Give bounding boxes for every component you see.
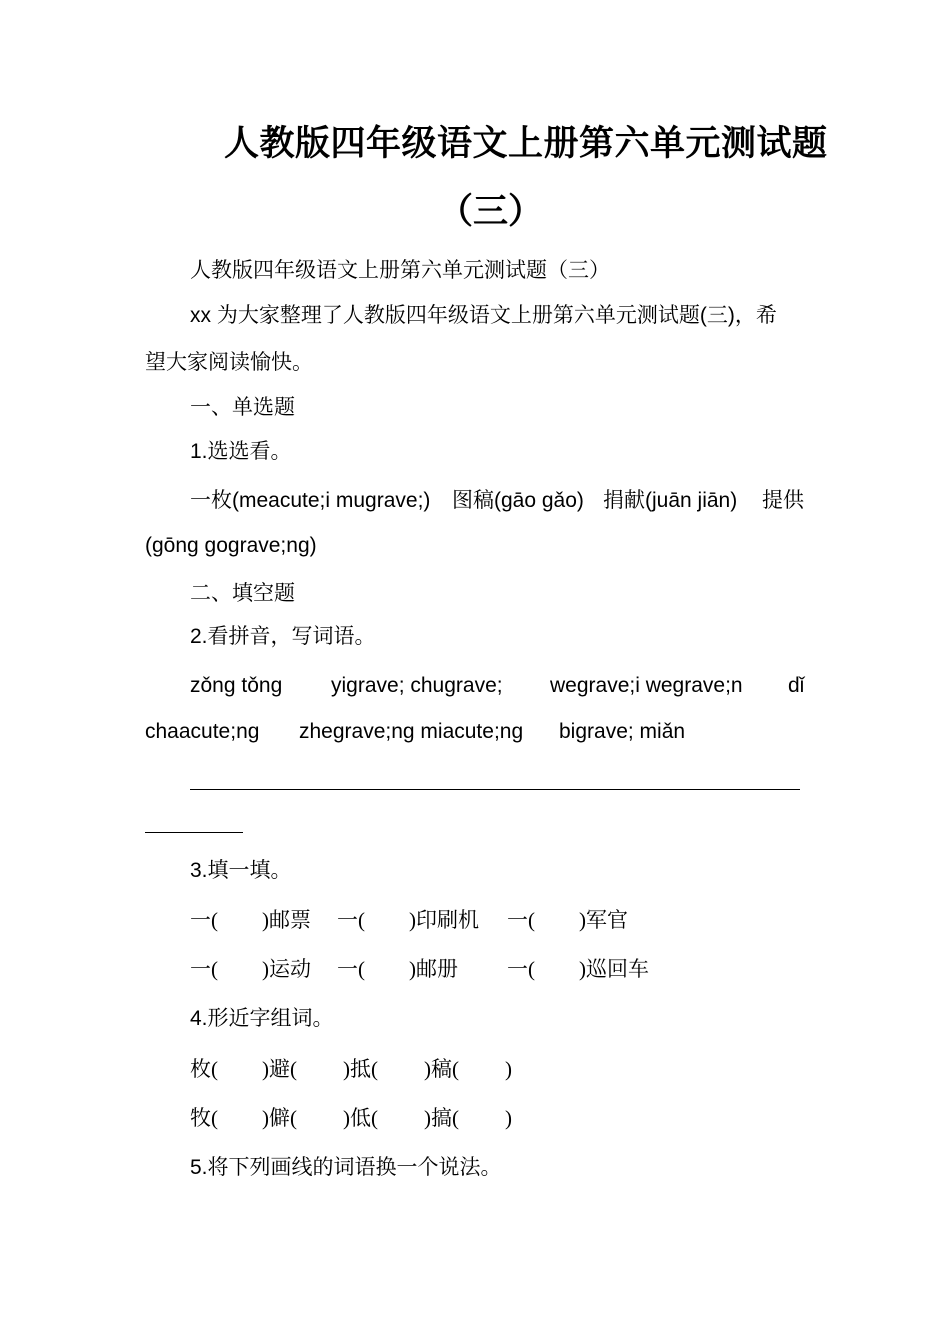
question-5-prompt: 5.将下列画线的词语换一个说法。 bbox=[190, 1156, 502, 1179]
question-1-prompt: 1.选选看。 bbox=[190, 440, 292, 463]
q4-close-2: ) bbox=[505, 1106, 512, 1130]
q3-item-4-word: )运动 bbox=[262, 957, 311, 981]
q1-option-3: 捐献(juān jiān) bbox=[603, 489, 738, 512]
q2-pinyin-7: bigrave; miǎn bbox=[559, 720, 686, 743]
intro-line-2: 望大家阅读愉快。 bbox=[145, 350, 313, 374]
q3-item-5-word: )邮册 bbox=[409, 957, 458, 981]
subtitle: 人教版四年级语文上册第六单元测试题（三） bbox=[190, 258, 610, 282]
q4-char-1: 枚( bbox=[190, 1057, 218, 1081]
intro-line-1 bbox=[190, 300, 777, 331]
q4-char-7: )低( bbox=[343, 1106, 378, 1130]
q3-item-3-open: 一( bbox=[507, 908, 535, 932]
q2-pinyin-1: zǒng tǒng bbox=[190, 674, 283, 697]
q3-item-4-open: 一( bbox=[190, 957, 218, 981]
answer-line-2[interactable] bbox=[145, 832, 243, 833]
q3-item-6-word: )巡回车 bbox=[579, 957, 649, 981]
q1-option-4-pinyin: (gōng gograve;ng) bbox=[145, 534, 317, 557]
q3-item-1-word: )邮票 bbox=[262, 908, 311, 932]
answer-line-1[interactable] bbox=[190, 789, 800, 790]
intro-text-1: xx 为大家整理了人教版四年级语文上册第六单元测试题(三)，希 bbox=[190, 304, 777, 327]
q3-item-1-open: 一( bbox=[190, 908, 218, 932]
q4-char-5: 牧( bbox=[190, 1106, 218, 1130]
document-title: 人教版四年级语文上册第六单元测试题 bbox=[224, 124, 828, 163]
q4-char-8: )搞( bbox=[424, 1106, 459, 1130]
q3-item-3-word: )军官 bbox=[579, 908, 628, 932]
q4-char-4: )稿( bbox=[424, 1057, 459, 1081]
q1-option-2: 图稿(gāo gǎo) bbox=[452, 489, 584, 512]
q2-pinyin-3: wegrave;i wegrave;n bbox=[550, 674, 743, 697]
question-2-prompt: 2.看拼音，写词语。 bbox=[190, 625, 376, 648]
q4-char-3: )抵( bbox=[343, 1057, 378, 1081]
q4-char-6: )僻( bbox=[262, 1106, 297, 1130]
question-3-prompt: 3.填一填。 bbox=[190, 859, 292, 882]
q3-item-2-open: 一( bbox=[337, 908, 365, 932]
document-title-suffix: （三） bbox=[438, 192, 544, 231]
q1-option-4: 提供 bbox=[762, 489, 804, 512]
q2-pinyin-5: chaacute;ng bbox=[145, 720, 260, 743]
q4-close: ) bbox=[505, 1057, 512, 1081]
q4-char-2: )避( bbox=[262, 1057, 297, 1081]
section-heading-fill-blank: 二、填空题 bbox=[190, 581, 295, 605]
q2-pinyin-6: zhegrave;ng miacute;ng bbox=[299, 720, 524, 743]
q3-item-2-word: )印刷机 bbox=[409, 908, 479, 932]
q2-pinyin-2: yigrave; chugrave; bbox=[331, 674, 503, 697]
q2-pinyin-4: dǐ bbox=[788, 674, 805, 697]
q1-option-1: 一枚(meacute;i mugrave;) bbox=[190, 489, 431, 512]
q3-item-5-open: 一( bbox=[337, 957, 365, 981]
section-heading-single-choice: 一、单选题 bbox=[190, 395, 295, 419]
question-4-prompt: 4.形近字组词。 bbox=[190, 1007, 334, 1030]
q3-item-6-open: 一( bbox=[507, 957, 535, 981]
